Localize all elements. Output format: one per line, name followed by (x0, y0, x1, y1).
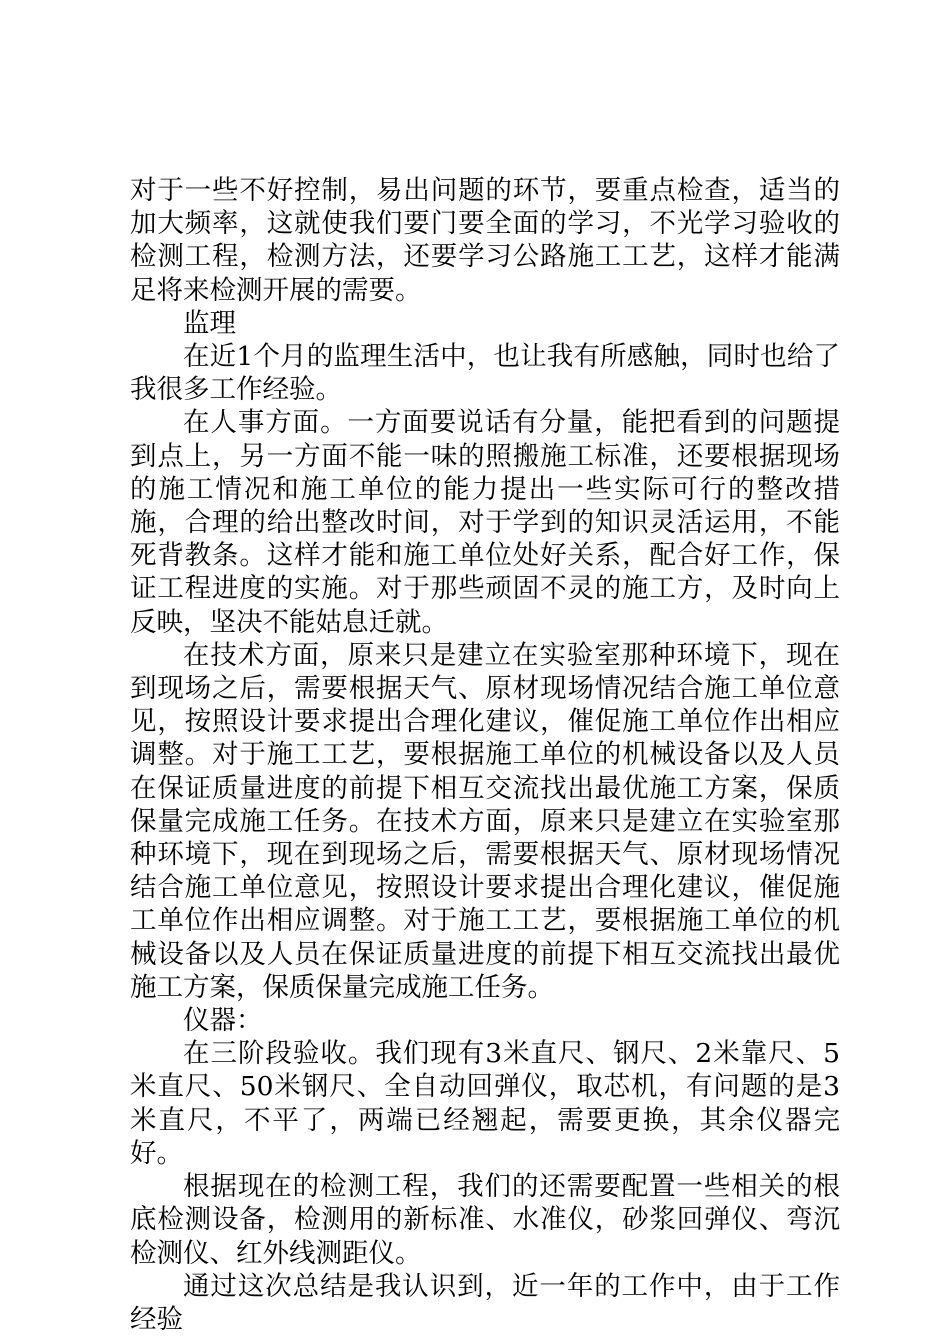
section-heading-instruments: 仪器： (183, 1005, 263, 1037)
paragraph-technical: 在技术方面，原来只是建立在实验室那种环境下，现在到现场之后，需要根据天气、原材现场情况结合施工单位意见，按照设计要求提出合理化建议，催促施工单位作出相应调整。对于施工工艺，要根据施工单位的机械设备以及人员在保证质量进度的前提下相互交流找出最优施工方案，保质保量完成施工任务。在技术方面，原来只是建立在实验室那种环境下，现在到现场之后，需要根据天气、原材现场情况结合施工单位意见，按照设计要求提出合理化建议，催促施工单位作出相应调整。对于施工工艺，要根据施工单位的机械设备以及人员在保证质量进度的前提下相互交流找出最优施工方案，保质保量完成施工任务。 (130, 639, 840, 1003)
paragraph-summary: 通过这次总结是我认识到，近一年的工作中，由于工作经验 (130, 1270, 840, 1335)
paragraph-equipment-needs: 根据现在的检测工程，我们的还需要配置一些相关的根底检测设备，检测用的新标准、水准仪，砂浆回弹仪、弯沉检测仪、红外线测距仪。 (130, 1171, 840, 1269)
section-heading-supervision: 监理 (183, 307, 236, 339)
paragraph-instruments-status: 在三阶段验收。我们现有3米直尺、钢尺、2米靠尺、5米直尺、50米钢尺、全自动回弹仪，取芯机，有问题的是3米直尺，不平了，两端已经翘起，需要更换，其余仪器完好。 (130, 1038, 840, 1169)
paragraph-inspection-continuation: 对于一些不好控制，易出问题的环节，要重点检查，适当的加大频率，这就使我们要门要全面的学习，不光学习验收的检测工程，检测方法，还要学习公路施工工艺，这样才能满足将来检测开展的需要。 (130, 175, 840, 306)
paragraph-personnel: 在人事方面。一方面要说话有分量，能把看到的问题提到点上，另一方面不能一味的照搬施工标准，还要根据现场的施工情况和施工单位的能力提出一些实际可行的整改措施，合理的给出整改时间，对于学到的知识灵活运用，不能死背教条。这样才能和施工单位处好关系，配合好工作，保证工程进度的实施。对于那些顽固不灵的施工方，及时向上反映，坚决不能姑息迁就。 (130, 407, 840, 638)
document-page (130, 174, 840, 1336)
paragraph-supervision-intro: 在近1个月的监理生活中，也让我有所感触，同时也给了我很多工作经验。 (130, 341, 840, 406)
